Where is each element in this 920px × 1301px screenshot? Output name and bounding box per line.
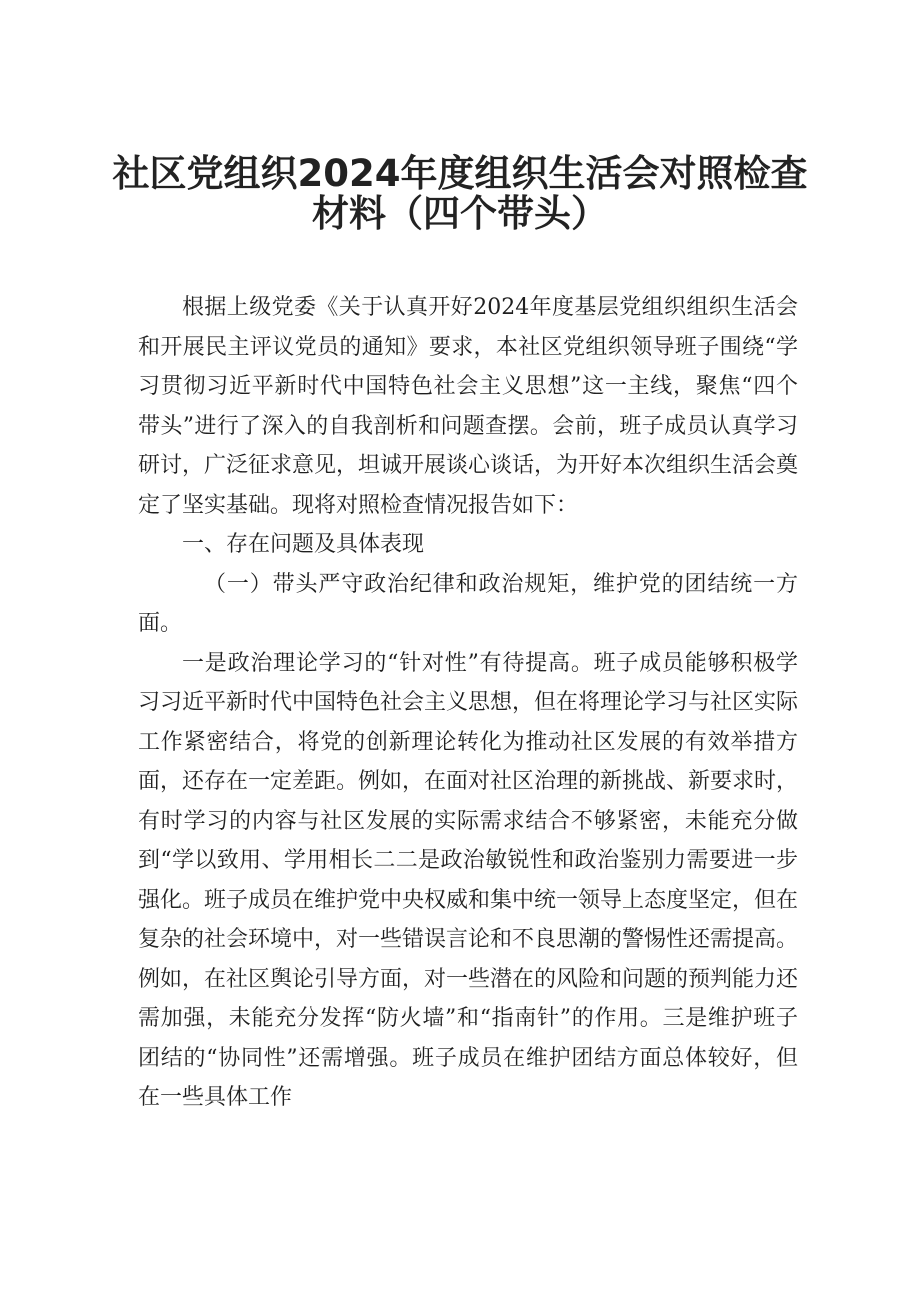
document-title-line-2: 材料（四个带头） — [312, 192, 608, 235]
body-paragraph-1: 一是政治理论学习的“针对性”有待提高。班子成员能够积极学习习近平新时代中国特色社会主义思想，但在将理论学习与社区实际工作紧密结合，将党的创新理论转化为推动社区发展的有效举措方面，还存在一定差距。例如，在面对社区治理的新挑战、新要求时，有时学习的内容与社区发展的实际需求结合不够紧密，未能充分做到“学以致用、学用相长二二是政治敏锐性和政治鉴别力需要进一步强化。班子成员在维护党中央权威和集中统一领导上态度坚定，但在复杂的社会环境中，对一些错误言论和不良思潮的警惕性还需提高。例如，在社区舆论引导方面，对一些潜在的风险和问题的预判能力还需加强，未能充分发挥“防火墙”和“指南针”的作用。三是维护班子团结的“协同性”还需增强。班子成员在维护团结方面总体较好，但在一些具体工作 — [138, 650, 799, 1110]
intro-paragraph: 根据上级党委《关于认真开好2024年度基层党组织组织生活会和开展民主评议党员的通知》要求，本社区党组织领导班子围绕“学习贯彻习近平新时代中国特色社会主义思想”这一主线，聚焦“四个带头”进行了深入的自我剖析和问题查摆。会前，班子成员认真学习研讨，广泛征求意见，坦诚开展谈心谈话，为开好本次组织生活会奠定了坚实基础。现将对照检查情况报告如下： — [138, 295, 799, 518]
subsection-heading-1: （一）带头严守政治纪律和政治规矩，维护党的团结统一方面。 — [138, 571, 798, 636]
document-body — [138, 288, 798, 1118]
document-title-line-1: 社区党组织2024年度组织生活会对照检查 — [112, 152, 808, 195]
section-heading-1: 一、存在问题及具体表现 — [182, 532, 425, 557]
